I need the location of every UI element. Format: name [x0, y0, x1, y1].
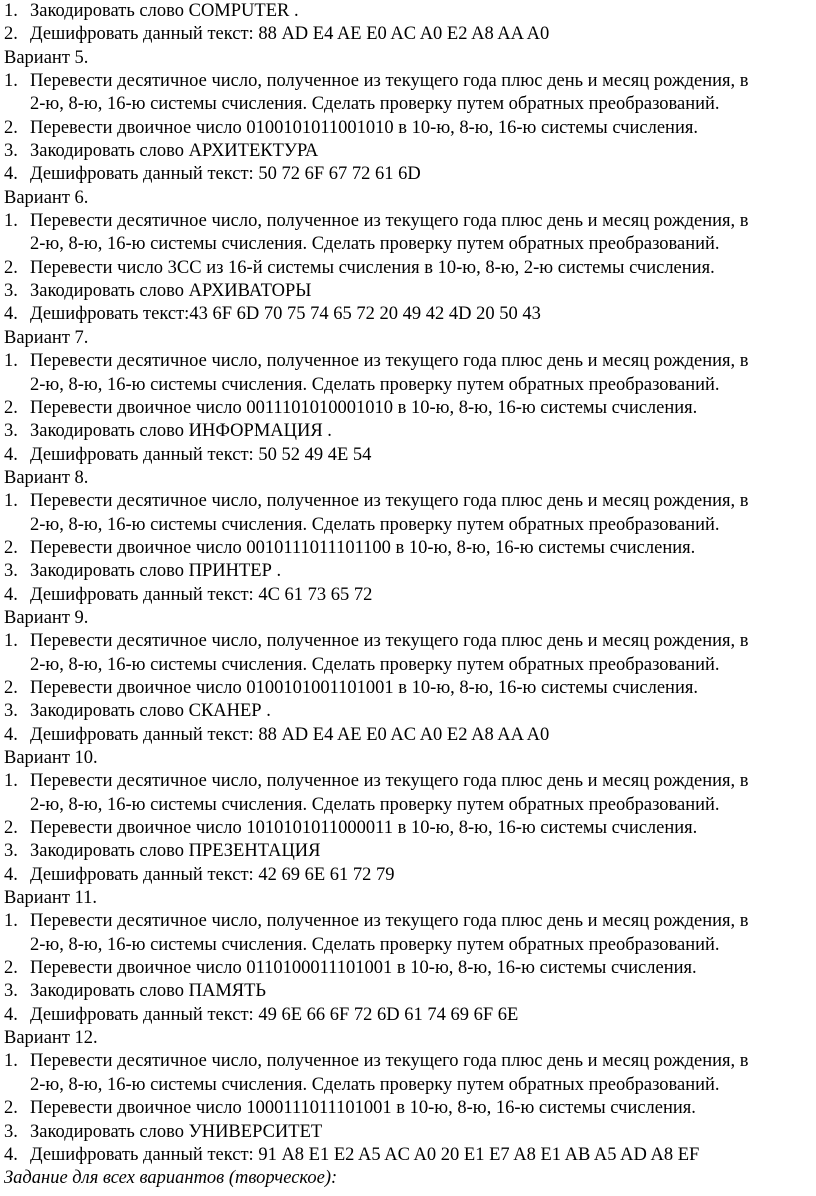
list-item — [0, 817, 816, 840]
list-item — [0, 1121, 816, 1144]
list-item-number: 3. — [4, 281, 18, 302]
list-item-number: 4. — [4, 1004, 18, 1025]
list-item-text: Перевести десятичное число, полученное из текущего года плюс день и месяц рождения, в — [30, 491, 749, 512]
variant-heading-text: Вариант 7. — [4, 327, 89, 348]
list-item-continuation — [0, 374, 816, 397]
list-item-number: 2. — [4, 677, 18, 698]
list-item — [0, 677, 816, 700]
list-item-text: Закодировать слово ПАМЯТЬ — [30, 981, 267, 1002]
variant-heading — [0, 887, 816, 910]
list-item-text: Закодировать слово ПРЕЗЕНТАЦИЯ — [30, 841, 321, 862]
list-item-text: Перевести десятичное число, полученное из текущего года плюс день и месяц рождения, в — [30, 631, 749, 652]
list-item-text: Закодировать слово COMPUTER . — [30, 1, 299, 21]
list-item-text: Дешифровать данный текст: 88 AD E4 AE E0 AC A0 E2 A8 AA A0 — [30, 24, 550, 45]
variant-heading-text: Вариант 12. — [4, 1028, 98, 1049]
list-item — [0, 420, 816, 443]
list-item — [0, 1004, 816, 1027]
variant-heading-text: Вариант 8. — [4, 467, 89, 488]
list-item-number: 4. — [4, 864, 18, 885]
list-item — [0, 140, 816, 163]
list-item — [0, 303, 816, 326]
list-item-continuation — [0, 93, 816, 116]
list-item-text: 2-ю, 8-ю, 16-ю системы счисления. Сделать проверку путем обратных преобразований. — [30, 374, 720, 395]
list-item-continuation — [0, 1074, 816, 1097]
list-item — [0, 280, 816, 303]
variant-heading — [0, 467, 816, 490]
list-item-text: Перевести двоичное число 0110100011101001 в 10-ю, 8-ю, 16-ю системы счисления. — [30, 958, 697, 979]
list-item — [0, 117, 816, 140]
list-item-number: 2. — [4, 24, 18, 45]
list-item-number: 1. — [4, 911, 18, 932]
variant-heading-text: Вариант 9. — [4, 607, 89, 628]
list-item-text: Перевести число 3CC из 16-й системы счисления в 10-ю, 8-ю, 2-ю системы счисления. — [30, 257, 715, 278]
list-item-text: Закодировать слово АРХИТЕКТУРА — [30, 141, 319, 162]
list-item-number: 2. — [4, 257, 18, 278]
list-item — [0, 1097, 816, 1120]
list-item-number: 1. — [4, 771, 18, 792]
list-item — [0, 840, 816, 863]
list-item — [0, 490, 816, 513]
list-item-number: 3. — [4, 981, 18, 1002]
list-item-text: Перевести десятичное число, полученное из текущего года плюс день и месяц рождения, в — [30, 211, 749, 232]
list-item-number: 1. — [4, 1051, 18, 1072]
variant-heading-text: Вариант 11. — [4, 888, 97, 909]
list-item-text: Перевести десятичное число, полученное из текущего года плюс день и месяц рождения, в — [30, 351, 749, 372]
list-item — [0, 397, 816, 420]
list-item-number: 4. — [4, 304, 18, 325]
list-item-number: 3. — [4, 421, 18, 442]
variant-heading — [0, 607, 816, 630]
list-item-number: 2. — [4, 537, 18, 558]
list-item — [0, 910, 816, 933]
list-item-text: Дешифровать данный текст: 50 52 49 4E 54 — [30, 444, 372, 465]
list-item — [0, 444, 816, 467]
list-item — [0, 0, 816, 23]
list-item-number: 1. — [4, 211, 18, 232]
list-item-text: Перевести двоичное число 0100101001101001 в 10-ю, 8-ю, 16-ю системы счисления. — [30, 677, 698, 698]
variant-heading — [0, 47, 816, 70]
variant-heading-text: Вариант 6. — [4, 187, 89, 208]
task-for-all-heading — [0, 1167, 816, 1190]
list-item-number: 4. — [4, 1144, 18, 1165]
list-item-number: 4. — [4, 164, 18, 185]
list-item-text: 2-ю, 8-ю, 16-ю системы счисления. Сделать проверку путем обратных преобразований. — [30, 514, 720, 535]
list-item-text: Перевести двоичное число 0010111011101100 в 10-ю, 8-ю, 16-ю системы счисления. — [30, 537, 696, 558]
list-item-number: 1. — [4, 1, 18, 21]
list-item-number: 3. — [4, 841, 18, 862]
list-item-text: Дешифровать текст:43 6F 6D 70 75 74 65 72 20 49 42 4D 20 50 43 — [30, 304, 541, 325]
list-item-number: 1. — [4, 491, 18, 512]
variant-heading — [0, 1027, 816, 1050]
variant-heading-text: Вариант 10. — [4, 748, 98, 768]
list-item — [0, 1144, 816, 1167]
list-item-text: Закодировать слово СКАНЕР . — [30, 701, 271, 722]
list-item-number: 2. — [4, 1098, 18, 1119]
list-item — [0, 350, 816, 373]
list-item-number: 4. — [4, 444, 18, 465]
list-item-continuation — [0, 233, 816, 256]
list-item-text: Перевести десятичное число, полученное из текущего года плюс день и месяц рождения, в — [30, 911, 749, 932]
list-item-text: Закодировать слово ПРИНТЕР . — [30, 561, 282, 582]
list-item-number: 1. — [4, 351, 18, 372]
list-item-text: Дешифровать данный текст: 4C 61 73 65 72 — [30, 584, 373, 605]
list-item — [0, 163, 816, 186]
list-item-text: Дешифровать данный текст: 91 A8 E1 E2 A5 AC A0 20 E1 E7 A8 E1 AB A5 AD A8 EF — [30, 1144, 700, 1165]
list-item — [0, 957, 816, 980]
list-item-continuation — [0, 654, 816, 677]
list-item-text: Дешифровать данный текст: 49 6E 66 6F 72 6D 61 74 69 6F 6E — [30, 1004, 519, 1025]
list-item — [0, 537, 816, 560]
list-item — [0, 1050, 816, 1073]
list-item-number: 2. — [4, 818, 18, 839]
list-item — [0, 70, 816, 93]
variant-heading-text: Вариант 5. — [4, 47, 89, 68]
list-item-text: Перевести десятичное число, полученное из текущего года плюс день и месяц рождения, в — [30, 771, 749, 792]
list-item-continuation — [0, 934, 816, 957]
task-for-all-text: Задание для всех вариантов (творческое): — [4, 1168, 338, 1189]
list-item-continuation — [0, 794, 816, 817]
list-item-continuation — [0, 514, 816, 537]
list-item-text: 2-ю, 8-ю, 16-ю системы счисления. Сделать проверку путем обратных преобразований. — [30, 1074, 720, 1095]
variant-heading — [0, 187, 816, 210]
list-item-text: Закодировать слово УНИВЕРСИТЕТ — [30, 1121, 323, 1142]
list-item — [0, 724, 816, 747]
list-item-text: Перевести двоичное число 0100101011001010 в 10-ю, 8-ю, 16-ю системы счисления. — [30, 117, 698, 138]
list-item — [0, 257, 816, 280]
list-item-number: 1. — [4, 631, 18, 652]
list-item-number: 3. — [4, 141, 18, 162]
list-item-number: 3. — [4, 701, 18, 722]
list-item-number: 4. — [4, 584, 18, 605]
variant-heading — [0, 747, 816, 770]
list-item-text: Закодировать слово ИНФОРМАЦИЯ . — [30, 421, 332, 442]
list-item-text: 2-ю, 8-ю, 16-ю системы счисления. Сделать проверку путем обратных преобразований. — [30, 934, 720, 955]
list-item-number: 3. — [4, 1121, 18, 1142]
list-item-text: Перевести двоичное число 1010101011000011 в 10-ю, 8-ю, 16-ю системы счисления. — [30, 818, 698, 839]
list-item — [0, 864, 816, 887]
list-item — [0, 980, 816, 1003]
list-item-text: 2-ю, 8-ю, 16-ю системы счисления. Сделать проверку путем обратных преобразований. — [30, 234, 720, 255]
list-item-text: Закодировать слово АРХИВАТОРЫ — [30, 281, 312, 302]
variant-heading — [0, 327, 816, 350]
list-item-text: Перевести двоичное число 0011101010001010 в 10-ю, 8-ю, 16-ю системы счисления. — [30, 397, 698, 418]
list-item-number: 1. — [4, 71, 18, 92]
list-item — [0, 560, 816, 583]
list-item-number: 2. — [4, 958, 18, 979]
list-item-number: 4. — [4, 724, 18, 745]
list-item-text: 2-ю, 8-ю, 16-ю системы счисления. Сделать проверку путем обратных преобразований. — [30, 94, 720, 115]
list-item-text: 2-ю, 8-ю, 16-ю системы счисления. Сделать проверку путем обратных преобразований. — [30, 654, 720, 675]
list-item-number: 3. — [4, 561, 18, 582]
list-item-number: 2. — [4, 397, 18, 418]
list-item-text: Дешифровать данный текст: 50 72 6F 67 72 61 6D — [30, 164, 421, 185]
list-item-number: 2. — [4, 117, 18, 138]
list-item — [0, 210, 816, 233]
list-item-text: Перевести двоичное число 1000111011101001 в 10-ю, 8-ю, 16-ю системы счисления. — [30, 1098, 696, 1119]
list-item-text: Дешифровать данный текст: 88 AD E4 AE E0 AC A0 E2 A8 AA A0 — [30, 724, 550, 745]
list-item — [0, 700, 816, 723]
list-item-text: Дешифровать данный текст: 42 69 6E 61 72 79 — [30, 864, 395, 885]
list-item — [0, 23, 816, 46]
list-item-text: Перевести десятичное число, полученное из текущего года плюс день и месяц рождения, в — [30, 71, 749, 92]
list-item-text: 2-ю, 8-ю, 16-ю системы счисления. Сделать проверку путем обратных преобразований. — [30, 794, 720, 815]
list-item — [0, 770, 816, 793]
list-item — [0, 630, 816, 653]
list-item — [0, 584, 816, 607]
list-item-text: Перевести десятичное число, полученное из текущего года плюс день и месяц рождения, в — [30, 1051, 749, 1072]
